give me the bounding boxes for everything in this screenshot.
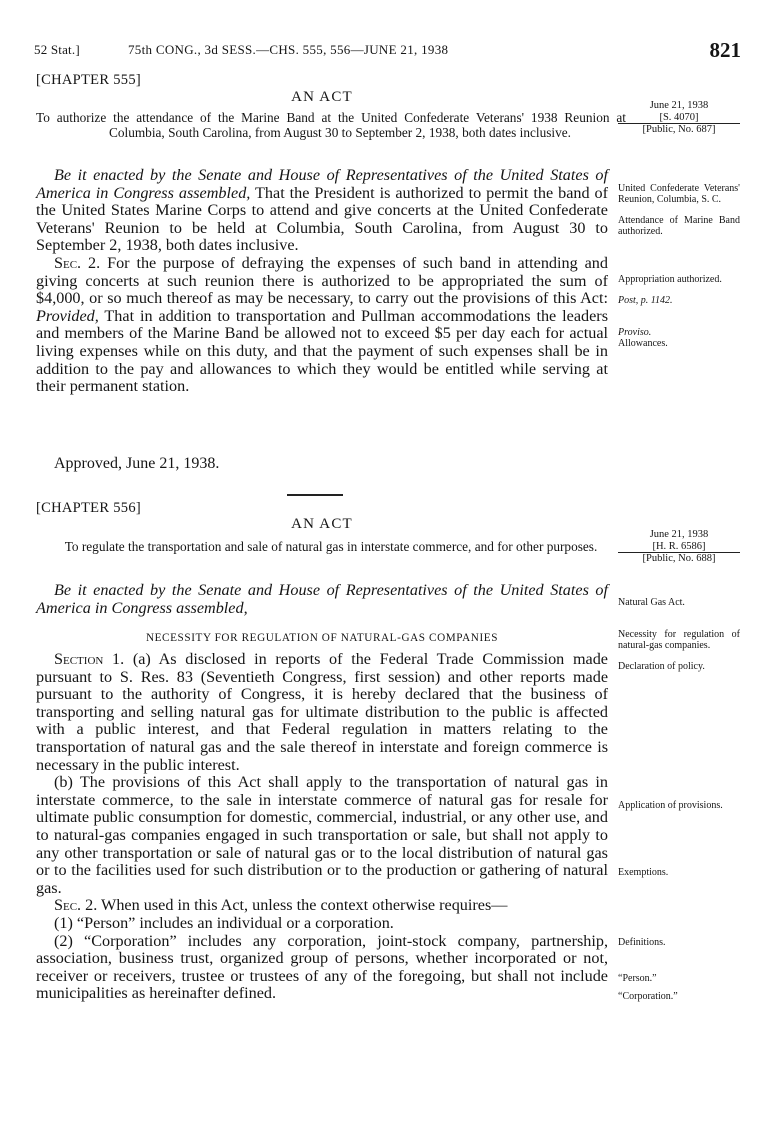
running-header bbox=[34, 38, 741, 64]
chapter-556-enacting-block bbox=[36, 582, 608, 617]
chapter-555-margin-note-2: Attendance of Marine Band authorized. bbox=[618, 215, 740, 237]
chapter-555-heading: [CHAPTER 555] bbox=[36, 72, 141, 88]
definition-corporation: (2) “Corporation” includes any corporation, joint-stock company, partnership, association, business trust, organized group of persons, whether incorporated or not, receiver or receivers, trustee or trustees of any of the foregoing, but shall not include municipalities as hereinafter defined. bbox=[36, 931, 608, 1003]
chapter-556-sec2-a: When used in this Act, unless the context otherwise requires— bbox=[97, 896, 508, 915]
chapter-555-approved: Approved, June 21, 1938. bbox=[54, 455, 220, 472]
chapter-555-act-label: AN ACT bbox=[291, 89, 353, 105]
chapter-556-enacting-clause: Be it enacted by the Senate and House of Representatives of the United States of America in Congress assembled, bbox=[36, 581, 608, 617]
chapter-556-margin-note-5: Exemptions. bbox=[618, 867, 669, 878]
chapter-556-side-public: [Public, No. 688] bbox=[642, 553, 716, 564]
chapter-556-act-label: AN ACT bbox=[291, 516, 353, 532]
chapter-555-sec2-text-a: For the purpose of defraying the expenses of such band in attending and giving concerts at such reunion there is authorized to be appropriated the sum of $4,000, or so much thereof as may be necessary, to carry out the provisions of this Act: bbox=[36, 253, 608, 308]
chapter-555-side-date: June 21, 1938 bbox=[649, 100, 709, 111]
definition-person: (1) “Person” includes an individual or a corporation. bbox=[54, 913, 394, 932]
chapter-556-title: To regulate the transportation and sale of natural gas in interstate commerce, and for other purposes. bbox=[64, 539, 598, 554]
chapter-556-sec2-label: Sec. 2. bbox=[54, 896, 98, 915]
chapter-555-margin-note-1: United Confederate Veterans' Reunion, Columbia, S. C. bbox=[618, 183, 740, 205]
chapter-555-side-citation bbox=[618, 100, 740, 136]
chapter-556-side-citation bbox=[618, 529, 740, 565]
chapter-divider-rule bbox=[287, 494, 343, 496]
chapter-556-heading: [CHAPTER 556] bbox=[36, 500, 141, 516]
chapter-555-section-1: That the President is authorized to permit the band of the United States Marine Corps to attend and give concerts at the United Confederate Veterans' Reunion to be held at Columbia, South Carolina, from August 30 to September 2, 1938, both dates inclusive. bbox=[36, 183, 609, 255]
chapter-555-side-public: [Public, No. 687] bbox=[642, 124, 716, 135]
chapter-556-margin-note-8: “Corporation.” bbox=[618, 991, 678, 1002]
chapter-555-proviso-word: Provided, bbox=[36, 306, 99, 325]
chapter-556-margin-note-7: “Person.” bbox=[618, 973, 657, 984]
chapter-555-side-bill: [S. 4070] bbox=[618, 112, 740, 125]
chapter-556-sec1-b: (b) The provisions of this Act shall apply to the transportation of natural gas in interstate commerce, to the sale in interstate commerce of natural gas for resale for ultimate public consumption for domestic, commercial, industrial, or any other use, and to natural-gas companies engaged in such transportation or sale, but shall not apply to any other transportation or sale of natural gas or to the local distribution of natural gas or to the facilities used for such distribution or to the production or gathering of natural gas. bbox=[36, 773, 608, 897]
chapter-555-sec2-text-b: That in addition to transportation and Pullman accommodations the leaders and members of the Marine Band be allowed not to exceed $5 per day each for actual living expenses while on this duty, and that the payment of such expenses shall be in addition to the pay and allowances to which they would be entitled while serving at their permanent station. bbox=[36, 306, 608, 396]
chapter-555-margin-note-3b: Post, p. 1142. bbox=[618, 295, 673, 306]
chapter-555-margin-note-4: Proviso. bbox=[618, 327, 652, 338]
header-volume: 52 Stat.] bbox=[34, 42, 80, 57]
header-session: 75th CONG., 3d SESS.—CHS. 555, 556—JUNE 21, 1938 bbox=[128, 42, 449, 57]
chapter-555-sec2-label: Sec. 2. bbox=[54, 253, 101, 272]
chapter-556-sec1-label: Section 1. bbox=[54, 650, 125, 668]
chapter-555-margin-note-4b: Allowances. bbox=[618, 338, 668, 349]
chapter-556-side-bill: [H. R. 6586] bbox=[618, 541, 740, 554]
chapter-555-body bbox=[36, 167, 608, 396]
chapter-555-title: To authorize the attendance of the Marine Band at the United Confederate Veterans' 1938 Reunion at Columbia, South Carolina, from August 30 to September 2, 1938, both dates inclusive. bbox=[36, 110, 626, 140]
chapter-556-margin-note-2: Necessity for regulation of natural-gas companies. bbox=[618, 629, 740, 651]
chapter-556-margin-note-4: Application of provisions. bbox=[618, 800, 723, 811]
page-number: 821 bbox=[709, 38, 741, 62]
chapter-556-margin-note-1: Natural Gas Act. bbox=[618, 597, 685, 608]
section-heading-necessity: NECESSITY FOR REGULATION OF NATURAL-GAS COMPANIES bbox=[145, 632, 499, 644]
chapter-556-body bbox=[36, 651, 608, 1003]
chapter-556-side-date: June 21, 1938 bbox=[649, 529, 709, 540]
chapter-556-margin-note-3: Declaration of policy. bbox=[618, 661, 705, 672]
chapter-555-enacting-clause: Be it enacted by the Senate and House of Representatives of the United States of America in Congress assembled, bbox=[36, 166, 608, 202]
chapter-556-sec1-a: (a) As disclosed in reports of the Federal Trade Commission made pursuant to S. Res. 83 (Seventieth Congress, first session) and other reports made pursuant to the authority of Congress, it is hereby declared that the business of transporting and selling natural gas for ultimate distribution to the public is affected with a public interest, and that Federal regulation in matters relating to the transportation of natural gas and the sale thereof in interstate and foreign commerce is necessary in the public interest. bbox=[36, 650, 608, 774]
chapter-556-margin-note-6: Definitions. bbox=[618, 937, 666, 948]
chapter-555-margin-note-3: Appropriation authorized. bbox=[618, 274, 722, 285]
